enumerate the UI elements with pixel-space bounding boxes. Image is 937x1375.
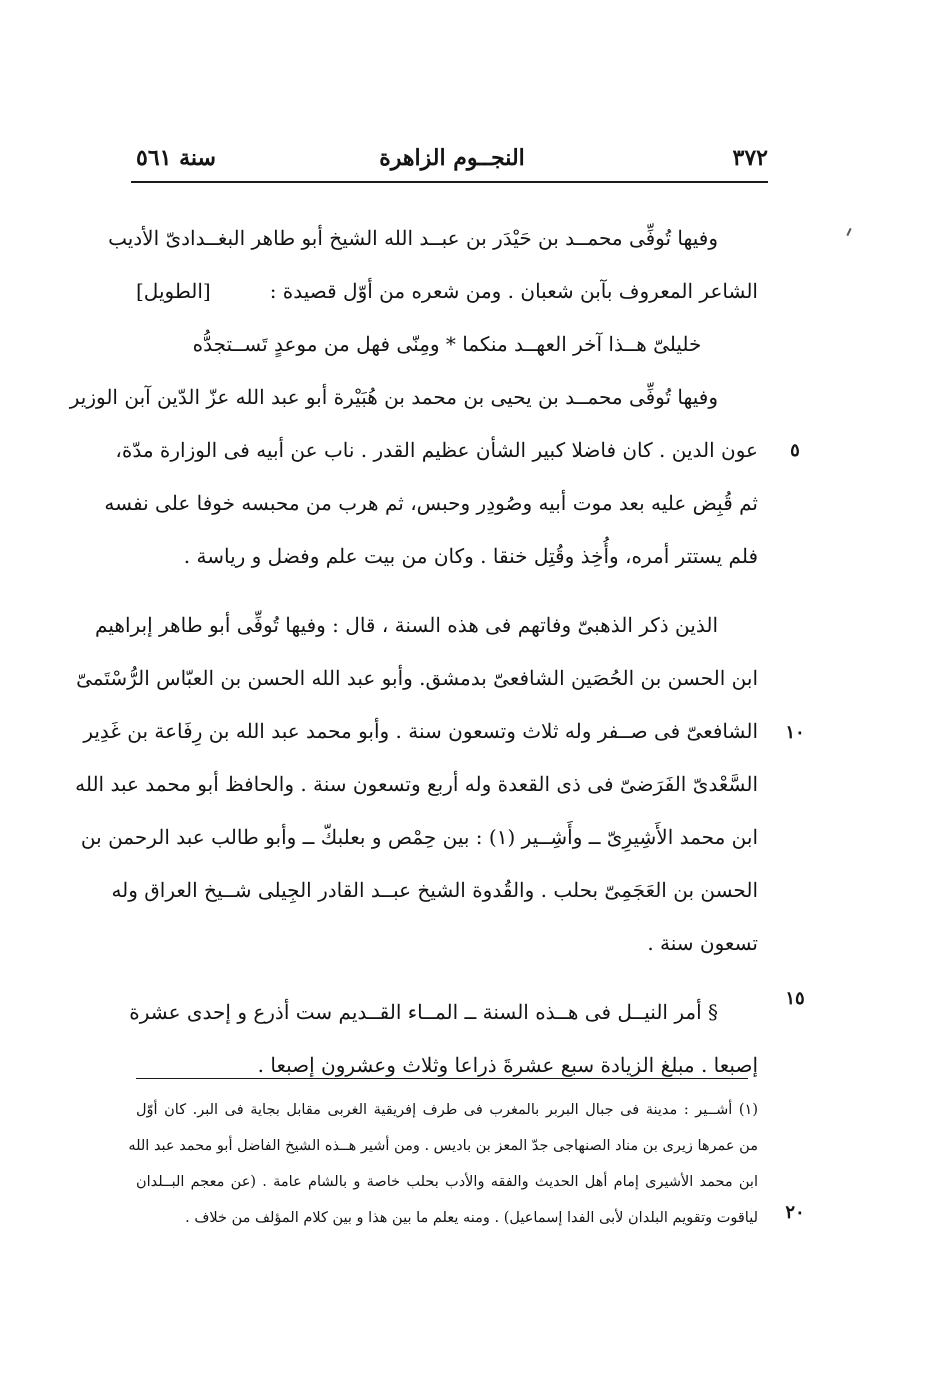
footnote-line: (١) أشــير : مدينة فى جبال البربر بالمغرب فى طرف إفريقية الغربى مقابل بجاية فى البر. كان أوّل — [136, 1102, 758, 1118]
footnote-line: ابن محمد الأشيرى إمام أهل الحديث والفقه والأدب بحلب خاصة و بالشام عامة . (عن معجم البــلدان — [136, 1174, 758, 1190]
footnote-line: من عمرها زيرى بن مناد الصنهاجى جدّ المعز بن باديس . ومن أشير هــذه الشيخ الفاضل أبو محمد عبد الله — [128, 1138, 758, 1154]
text-line — [136, 265, 758, 318]
text-line-content: الشاعر المعروف بآبن شعبان . ومن شعره من أوّل قصيدة : — [269, 279, 758, 303]
line-number-15: ١٥ — [785, 988, 805, 1009]
text-line: ثم قُبِض عليه بعد موت أبيه وصُودِر وحبس، ثم هرب من محبسه خوفا على نفسه — [104, 491, 758, 515]
text-line: § أمر النيــل فى هــذه السنة ــ المــاء القــديم ست أذرع و إحدى عشرة — [129, 1000, 718, 1024]
footnote-rule — [136, 1078, 748, 1079]
line-number-20: ٢٠ — [785, 1202, 805, 1223]
line-number-5: ٥ — [790, 440, 800, 461]
text-line: عون الدين . كان فاضلا كبير الشأن عظيم القدر . ناب عن أبيه فى الوزارة مدّة، — [115, 438, 758, 462]
paragraph-gap — [136, 583, 758, 599]
paragraph-gap — [136, 970, 758, 986]
running-header — [136, 140, 768, 176]
margin-mark — [846, 228, 851, 236]
year-label: سنة ٥٦١ — [136, 145, 216, 171]
meter-label: [الطويل] — [136, 279, 211, 303]
main-text — [69, 212, 758, 1092]
paragraph-2 — [69, 371, 758, 583]
text-line: الذين ذكر الذهبىّ وفاتهم فى هذه السنة ، قال : وفيها تُوفِّى أبو طاهر إبراهيم — [95, 613, 718, 637]
page-number: ٣٧٢ — [732, 145, 768, 171]
paragraph-1 — [108, 212, 758, 371]
text-line: الحسن بن العَجَمِىّ بحلب . والقُدوة الشيخ عبــد القادر الجِيلى شــيخ العراق وله — [111, 878, 758, 902]
poem-verse: خليلىّ هــذا آخر العهــد منكما * ومِنّى فهل من موعدٍ تَســتجدُّه — [192, 332, 702, 356]
text-line: الشافعىّ فى صــفر وله ثلاث وتسعون سنة . وأبو محمد عبد الله بن رِفَاعة بن غَدِير — [83, 719, 758, 743]
text-line: ابن الحسن بن الحُصَين الشافعىّ بدمشق. وأبو عبد الله الحسن بن العبّاس الرُّسْتَمىّ — [76, 666, 758, 690]
footnote-line: لياقوت وتقويم البلدان لأبى الفدا إسماعيل) . ومنه يعلم ما بين هذا و بين كلام المؤلف من خلاف . — [185, 1210, 758, 1226]
text-line: إصبعا . مبلغ الزيادة سبع عشرةَ ذراعا وثلاث وعشرون إصبعا . — [257, 1053, 758, 1077]
text-line: وفيها تُوفِّى محمــد بن يحيى بن محمد بن هُبَيْرة أبو عبد الله عزّ الدّين آبن الوزير — [69, 385, 718, 409]
text-line: تسعون سنة . — [647, 931, 758, 955]
header-rule — [131, 181, 768, 183]
footnote — [128, 1092, 758, 1236]
book-title: النجــوم الزاهرة — [379, 145, 525, 171]
text-line: السَّعْدىّ الفَرَضىّ فى ذى القعدة وله أربع وتسعون سنة . والحافظ أبو محمد عبد الله — [75, 772, 758, 796]
text-line: فلم يستتر أمره، وأُخِذ وقُتِل خنقا . وكان من بيت علم وفضل و رياسة . — [183, 544, 758, 568]
paragraph-3 — [75, 599, 758, 970]
paragraph-4 — [129, 986, 758, 1092]
text-line: ابن محمد الأَشِيرِىّ ــ وأَشِــير (١) : بين حِمْص و بعلبكّ ــ وأبو طالب عبد الرحمن بن — [80, 825, 758, 849]
line-number-10: ١٠ — [785, 722, 805, 743]
text-line: وفيها تُوفِّى محمــد بن حَيْدَر بن عبــد الله الشيخ أبو طاهر البغــدادىّ الأديب — [108, 226, 718, 250]
